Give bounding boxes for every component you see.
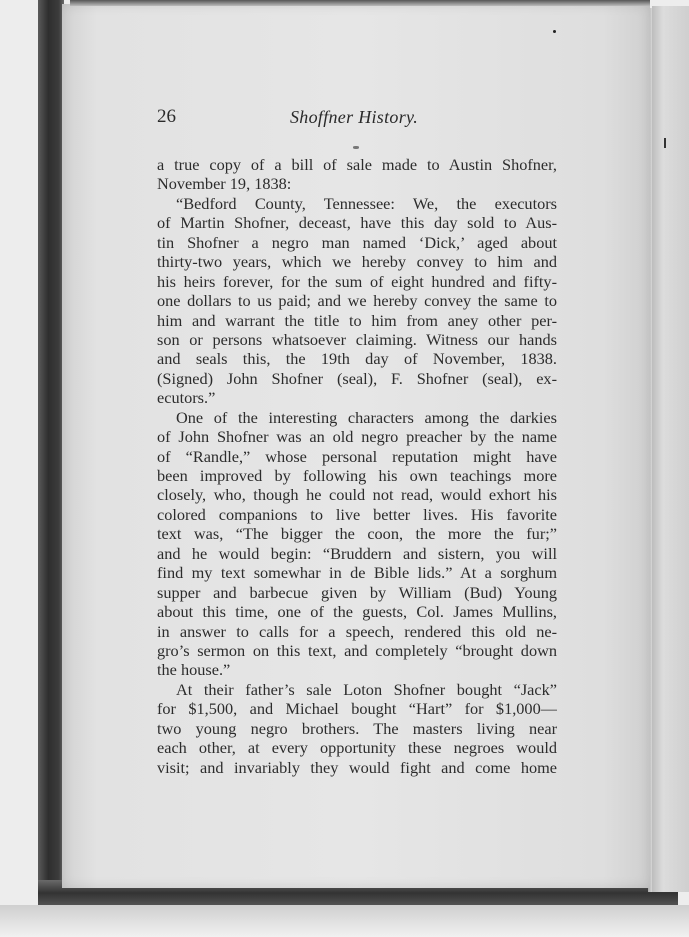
text-line: his heirs forever, for the sum of eight hundred and fifty- xyxy=(157,271,557,291)
text-line: visit; and invariably they would fight and come home xyxy=(157,757,557,777)
body-text xyxy=(157,155,557,777)
text-line: and seals this, the 19th day of November, 1838. xyxy=(157,349,557,369)
text-line: of John Shofner was an old negro preacher by the name xyxy=(157,427,557,447)
text-line: (Signed) John Shofner (seal), F. Shofner (seal), ex- xyxy=(157,368,557,388)
text-line: son or persons whatsoever claiming. Witness our hands xyxy=(157,329,557,349)
page-header xyxy=(157,106,557,132)
running-title: Shoffner History. xyxy=(290,107,419,127)
facing-page-mark xyxy=(664,138,666,148)
text-line: gro’s sermon on this text, and completely “brought down xyxy=(157,640,557,660)
scanner-background xyxy=(0,905,689,937)
text-line: colored companions to live better lives. His favorite xyxy=(157,504,557,524)
text-line: text was, “The bigger the coon, the more the fur;” xyxy=(157,524,557,544)
text-line: of “Randle,” whose personal reputation might have xyxy=(157,446,557,466)
text-line: one dollars to us paid; and we hereby convey the same to xyxy=(157,291,557,311)
text-line: a true copy of a bill of sale made to Austin Shofner, xyxy=(157,155,557,174)
text-line: At their father’s sale Loton Shofner bought “Jack” xyxy=(176,679,557,699)
text-line: in answer to calls for a speech, rendered this old ne- xyxy=(157,621,557,641)
book-binding xyxy=(38,0,64,905)
text-line: and he would begin: “Bruddern and sistern, you will xyxy=(157,543,557,563)
text-line: the house.” xyxy=(157,660,231,680)
text-line: supper and barbecue given by William (Bud) Young xyxy=(157,582,557,602)
text-line: thirty-two years, which we hereby convey to him and xyxy=(157,252,557,272)
text-line: “Bedford County, Tennessee: We, the executors xyxy=(176,193,557,213)
text-line: One of the interesting characters among the darkies xyxy=(176,407,557,427)
text-line: ecutors.” xyxy=(157,388,216,408)
ink-speck xyxy=(353,146,359,149)
text-line: about this time, one of the guests, Col. James Mullins, xyxy=(157,602,557,622)
text-line: each other, at every opportunity these negroes would xyxy=(157,738,557,758)
text-line: of Martin Shofner, deceast, have this day sold to Aus- xyxy=(157,213,557,233)
facing-page xyxy=(652,6,689,892)
ink-speck xyxy=(553,30,556,33)
text-line: closely, who, though he could not read, would exhort his xyxy=(157,485,557,505)
page-number: 26 xyxy=(157,106,176,127)
text-line: November 19, 1838: xyxy=(157,174,292,194)
text-line: for $1,500, and Michael bought “Hart” for $1,000— xyxy=(157,699,557,719)
text-line: been improved by following his own teachings more xyxy=(157,466,557,485)
text-line: two young negro brothers. The masters living near xyxy=(157,718,557,738)
text-line: him and warrant the title to him from aney other per- xyxy=(157,310,557,330)
text-line: find my text somewhar in de Bible lids.” At a sorghum xyxy=(157,563,557,583)
text-line: tin Shofner a negro man named ‘Dick,’ aged about xyxy=(157,232,557,252)
page-top-edge xyxy=(70,0,650,6)
